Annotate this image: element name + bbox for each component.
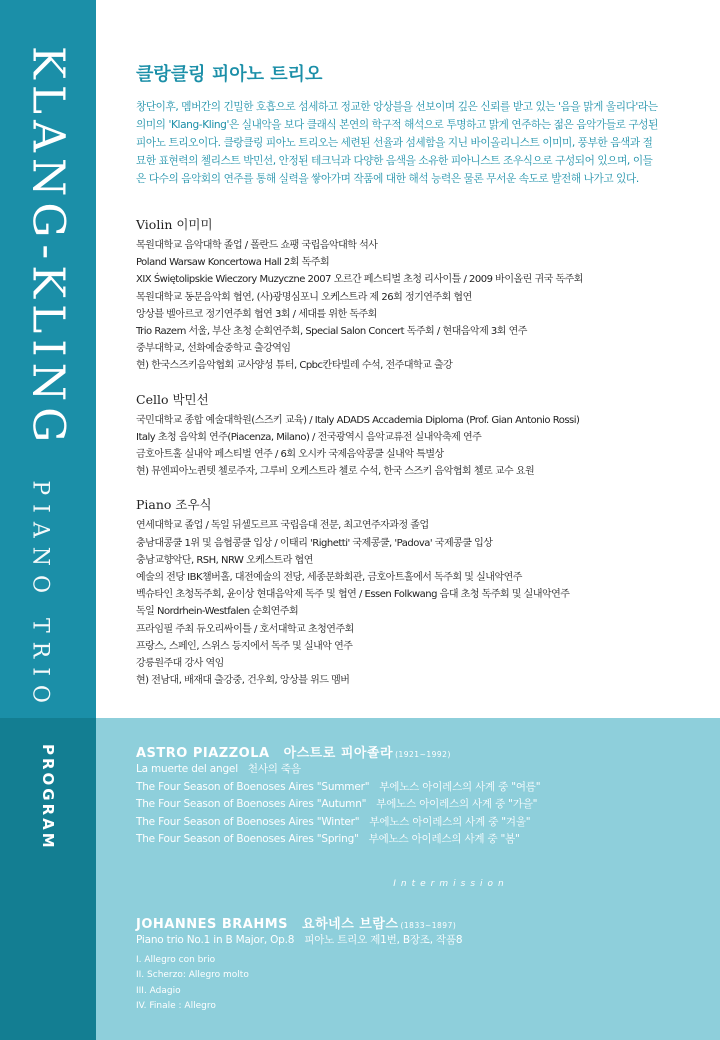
composer-years: (1921~1992)	[395, 750, 451, 759]
work-title-kr: 천사의 죽음	[247, 763, 301, 775]
work-line	[136, 831, 706, 849]
composer-years: (1833~1897)	[400, 920, 457, 930]
bio-line: 강릉원주대 강사 역임	[136, 658, 224, 670]
bio-line: 독일 Nordrhein-Westfalen 순회연주회	[136, 606, 299, 618]
movement-line: I. Allegro con brio	[136, 954, 216, 965]
work-line	[136, 814, 706, 832]
work-title-kr: 부에노스 아이레스의 사계 중 "겨울"	[369, 815, 531, 828]
bio-line: 목원대학교 동문음악회 협연, (사)광명심포니 오케스트라 제 26회 정기연주회 협연	[136, 291, 472, 303]
bio-line: 중부대학교, 선화예술중학교 출강역임	[136, 343, 291, 355]
bio-line: 금호아트홀 실내악 페스티벌 연주 / 6회 오시카 국제음악콩쿨 실내악 특별상	[136, 449, 444, 461]
work-title-kr: 부에노스 아이레스의 사계 중 "여름"	[379, 780, 541, 793]
member-cello	[136, 390, 696, 481]
bio-line: Trio Razem 서울, 부산 초청 순회연주회, Special Salon Concert 독주회 / 현대음악제 3회 연주	[136, 326, 527, 338]
movement-line: II. Scherzo: Allegro molto	[136, 970, 249, 981]
bio-line: 목원대학교 음악대학 졸업 / 폴란드 쇼팽 국립음악대학 석사	[136, 240, 378, 251]
work-title-kr: 부에노스 아이레스의 사계 중 "봄"	[368, 833, 520, 846]
work-title-kr: 부에노스 아이레스의 사계 중 "가을"	[376, 798, 538, 811]
composer-name-kr: 요하네스 브람스	[302, 916, 399, 932]
work-title-kr: 피아노 트리오 제1번, B장조, 작품8	[304, 933, 463, 946]
bio-line: 현) 뮤엔피아노퀸텟 첼로주자, 그루비 오케스트라 첼로 수석, 한국 스즈키 음악협회 첼로 교수 요원	[136, 466, 535, 478]
work-title: The Four Season of Boenoses Aires "Autumn"	[136, 798, 367, 811]
intro-line: 피아노 트리오이다. 클랑클링 피아노 트리오는 세련된 선율과 섬세함을 지닌 바이올리니스트 이미미, 풍부한 음색과 절	[136, 137, 653, 149]
work-title: La muerte del angel	[136, 763, 238, 775]
bio-line: 연세대학교 졸업 / 독일 뒤셀도르프 국립음대 전문, 최고연주자과정 졸업	[136, 520, 429, 532]
composer-heading-brahms	[136, 913, 706, 932]
composer-name: ASTRO PIAZZOLA	[136, 746, 270, 761]
intermission-label: Intermission	[393, 878, 509, 889]
bio-line: XIX Świętolipskie Wieczory Muzyczne 2007 오르간 페스티벌 초청 리사이틀 / 2009 바이올린 귀국 독주회	[136, 274, 583, 286]
trio-name: KLANG-KLING	[22, 46, 74, 449]
member-title: Violin 이미미	[136, 217, 213, 232]
bio-line: Poland Warsaw Koncertowa Hall 2회 독주회	[136, 257, 330, 269]
intro-line: 의미의 'Klang-Kling'은 실내악을 보다 클래식 본연의 학구적 해석으로 투명하고 맑게 연주하는 젊은 음악가들로 구성된	[136, 119, 658, 131]
vertical-title	[23, 46, 74, 712]
bio-line: Italy 초청 음악회 연주(Piacenza, Milano) / 전국광역시 음악교류전 실내악축제 연주	[136, 431, 482, 443]
program-label: PROGRAM	[39, 744, 57, 851]
work-line	[136, 932, 706, 950]
work-title: The Four Season of Boenoses Aires "Spring"	[136, 833, 359, 846]
work-title: The Four Season of Boenoses Aires "Summer"	[136, 780, 370, 793]
intro-line: 묘한 표현력의 첼리스트 박민선, 안정된 테크닉과 다양한 음색을 소유한 피아니스트 조우식으로 구성되어 있으며, 이들	[136, 155, 653, 167]
movement-line: III. Adagio	[136, 985, 181, 996]
bio-line: 국민대학교 종합 예술대학원(스즈키 교육) / Italy ADADS Accademia Diploma (Prof. Gian Antonio Rossi)	[136, 414, 580, 426]
page-title: 클랑클링 피아노 트리오	[136, 64, 323, 85]
bio-line: 벡슈타인 초청독주회, 윤이상 현대음악제 독주 및 협연 / Essen Folkwang 음대 초청 독주회 및 실내악연주	[136, 589, 570, 601]
bio-line: 현) 전남대, 배재대 출강중, 건우회, 앙상블 위드 멤버	[136, 675, 350, 687]
bio-line: 프라임필 주최 듀오리싸이틀 / 호서대학교 초청연주회	[136, 623, 354, 635]
composer-heading-piazzolla	[136, 742, 706, 761]
intro-line: 창단이후, 멤버간의 긴밀한 호흡으로 섬세하고 정교한 앙상블을 선보이며 깊은 신뢰를 받고 있는 '음을 맑게 울리다'라는	[136, 101, 658, 113]
work-line	[136, 779, 706, 797]
bio-line: 충남대콩쿨 1위 및 음협콩쿨 입상 / 이태리 'Righetti' 국제콩쿨, 'Padova' 국제콩쿨 입상	[136, 537, 493, 549]
member-title: Piano 조우식	[136, 497, 212, 513]
intro-line: 은 다수의 음악회의 연주를 통해 실력을 쌓아가며 작품에 대한 해석 능력은 물론 무서운 속도로 발전해 나가고 있다.	[136, 173, 639, 185]
composer-name: JOHANNES BRAHMS	[136, 916, 289, 932]
work-line	[136, 761, 706, 779]
work-title: The Four Season of Boenoses Aires "Winter"	[136, 815, 360, 828]
profile-section	[136, 60, 696, 689]
intro-paragraph	[136, 98, 696, 188]
bio-line: 충남교향악단, RSH, NRW 오케스트라 협연	[136, 554, 313, 566]
bio-line: 현) 한국스즈키음악협회 교사양성 튜터, Cpbc칸타빌레 수석, 전주대학교 출강	[136, 360, 453, 372]
trio-type: PIANO TRIO	[27, 480, 53, 712]
work-title: Piano trio No.1 in B Major, Op.8	[136, 933, 295, 946]
bio-line: 앙상블 벨아르코 정기연주회 협연 3회 / 세대를 위한 독주회	[136, 308, 377, 320]
bio-line: 예술의 전당 IBK챔버홀, 대전예술의 전당, 세종문화회관, 금호아트홀에서 독주회 및 실내악연주	[136, 572, 522, 584]
composer-name-kr: 아스트로 피아졸라	[283, 746, 394, 761]
program-section	[136, 742, 706, 1015]
movement-line: IV. Finale : Allegro	[136, 1001, 216, 1012]
work-line	[136, 796, 706, 814]
member-piano	[136, 495, 696, 689]
member-title: Cello 박민선	[136, 391, 209, 407]
bio-line: 프랑스, 스페인, 스위스 등지에서 독주 및 실내악 연주	[136, 640, 353, 652]
member-violin	[136, 215, 696, 375]
